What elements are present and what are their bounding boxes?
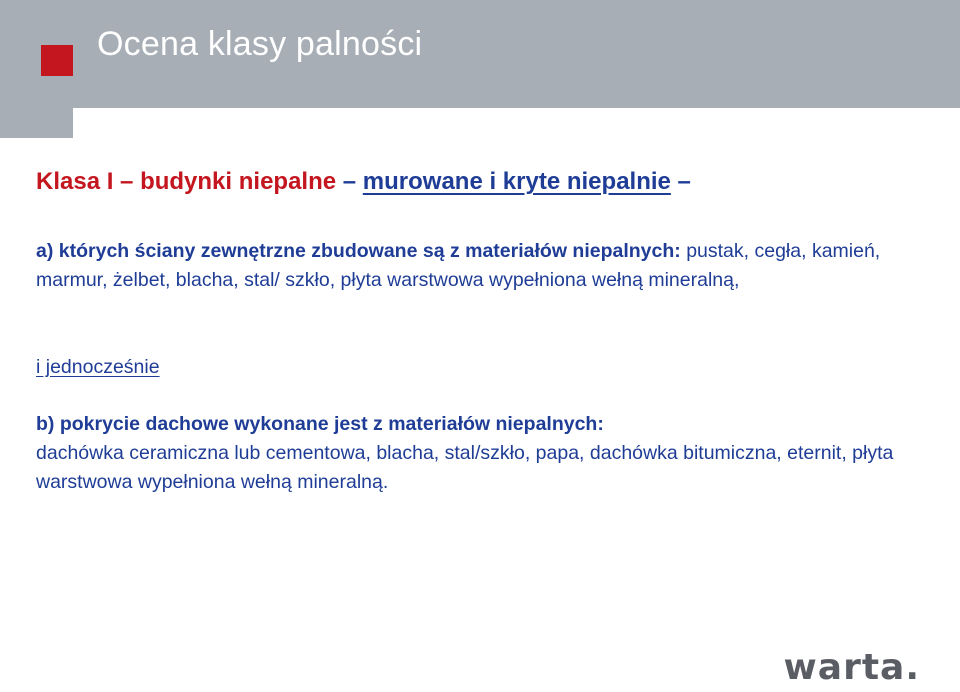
- paragraph-roof-lead: b) pokrycie dachowe wykonane jest z materiałów niepalnych:: [36, 413, 604, 435]
- subtitle-class-label: Klasa I – budynki niepalne: [36, 168, 337, 195]
- subtitle-description: murowane i kryte niepalnie: [362, 168, 671, 195]
- paragraph-roof: [36, 410, 916, 497]
- subtitle-dash: –: [336, 168, 363, 195]
- paragraph-walls: [36, 237, 926, 295]
- paragraph-walls-materials: pustak, cegła, kamień, marmur, żelbet, blacha, stal/ szkło, płyta warstwowa wypełniona wełną mineralną,: [36, 240, 881, 291]
- connector-text: i jednocześnie: [36, 356, 160, 378]
- slide-title: Ocena klasy palności: [97, 25, 423, 63]
- paragraph-walls-lead: a) których ściany zewnętrzne zbudowane są z materiałów niepalnych:: [36, 240, 681, 262]
- subtitle: [36, 168, 691, 196]
- subtitle-trailing-dash: –: [670, 168, 691, 195]
- red-square-accent: [41, 45, 73, 76]
- paragraph-roof-materials: dachówka ceramiczna lub cementowa, blacha, stal/szkło, papa, dachówka bitumiczna, eternit, płyta warstwowa wypełniona wełną mineralną.: [36, 442, 894, 493]
- warta-logo: warta.: [783, 647, 920, 688]
